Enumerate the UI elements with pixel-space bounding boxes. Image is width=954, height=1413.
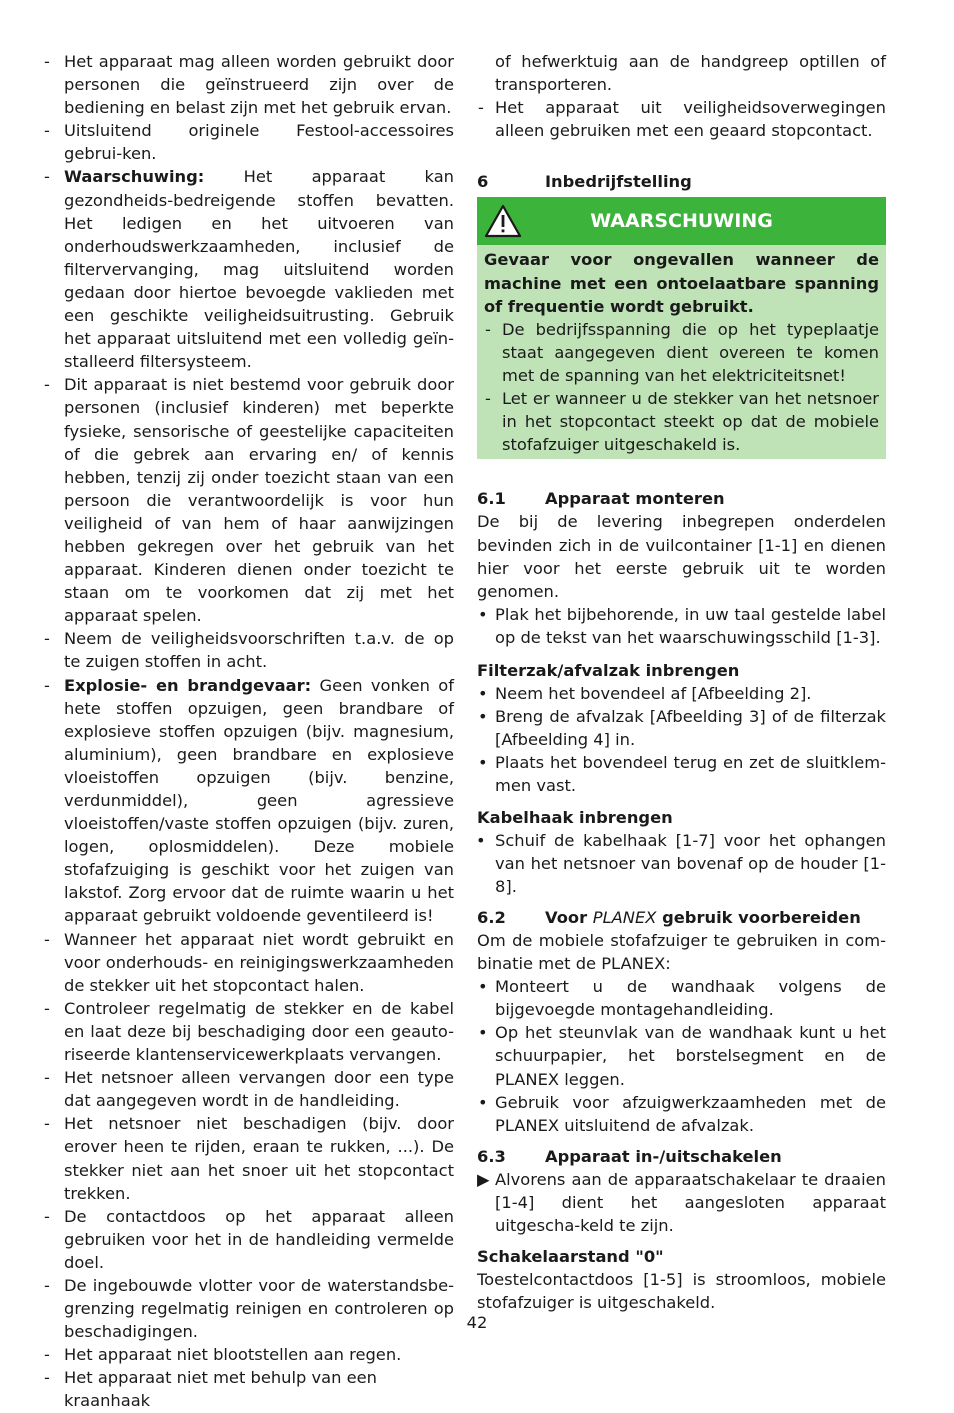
list-item: • Breng de afvalzak [Afbeelding 3] of de filterzak [Afbeelding 4] in. <box>478 707 886 750</box>
list-item: • Monteert u de wandhaak volgens de bijgevoegde montagehandleiding. <box>478 977 886 1020</box>
list-item: • Op het steunvlak van de wandhaak kunt u het schuurpapier, het borstelsegment en de PLANEX leggen. <box>478 1023 886 1089</box>
left-column <box>43 50 454 1413</box>
paragraph: Toestelcontactdoos [1-5] is stroomloos, mobiele stofafzuiger is uitgeschakeld. <box>477 1270 886 1313</box>
warning-header <box>477 197 886 245</box>
list-item: • Gebruik voor afzuigwerkzaamheden met de PLANEX uitsluitend de afvalzak. <box>478 1092 886 1135</box>
list-item: • Plaats het bovendeel terug en zet de sluitklem-men vast. <box>478 753 886 796</box>
list-item: • Schuif de kabelhaak [1-7] voor het ophangen van het netsnoer van bovenaf op de houder [1-8]. <box>476 830 886 896</box>
bullet-list <box>477 682 886 797</box>
subheading-filterzak: Filterzak/afvalzak inbrengen <box>477 660 740 680</box>
section-heading-6-1: 6.1 Apparaat monteren <box>477 489 725 509</box>
section-heading-6-2: 6.2 Voor PLANEX gebruik voorbereiden <box>477 907 861 927</box>
right-column <box>477 50 886 1315</box>
warning-list <box>484 318 879 457</box>
arrow-list <box>477 1168 886 1237</box>
list-item: - De ingebouwde vlotter voor de waterstandsbe-grenzing regelmatig reinigen en controleren op beschadigingen. <box>44 1275 454 1342</box>
safety-list <box>43 50 454 1413</box>
subheading-kabelhaak: Kabelhaak inbrengen <box>477 807 673 827</box>
list-item: - Wanneer het apparaat niet wordt gebruikt en voor onderhouds- en reinigingswerkzaamheden de stekker uit het stopcontact halen. <box>44 929 454 995</box>
section-heading-6: 6 Inbedrijfstelling <box>477 172 692 192</box>
bullet-list <box>477 975 886 1137</box>
paragraph: De bij de levering inbegrepen onderdelen bevinden zich in de vuilcontainer [1-1] en dienen hier voor het eerste gebruik uit te worden genomen. <box>477 512 886 601</box>
bullet-list <box>477 603 886 649</box>
list-item: - Dit apparaat is niet bestemd voor gebruik door personen (inclusief kinderen) met beperkte fysieke, sensorische of geestelijke capaciteiten of die gebrek aan ervaring en/ of kennis hebben, tenzij zij onder toezicht staan van een persoon die verantwoordelijk is voor hun veiligheid of van hem of haar aanwijzingen hebben gekregen over het gebruik van het apparaat. Kinderen dienen onder toezicht te staan om te voorkomen dat zij met het apparaat spelen. <box>44 375 454 626</box>
warning-title: WAARSCHUWING <box>590 209 773 232</box>
safety-list-continued <box>477 96 886 142</box>
bullet-list <box>477 829 886 898</box>
section-heading-6-3: 6.3 Apparaat in-/uitschakelen <box>477 1146 782 1166</box>
list-item: - Let er wanneer u de stekker van het netsnoer in het stopcontact steekt op dat de mobiele stofafzuiger uitgeschakeld is. <box>485 389 879 455</box>
list-item: - Het netsnoer alleen vervangen door een type dat aangegeven wordt in de handleiding. <box>44 1068 454 1111</box>
list-item: - Het apparaat niet met behulp van een kraanhaak <box>44 1368 377 1411</box>
warning-lead: Gevaar voor ongevallen wanneer de machine met een ontoelaatbare spanning of frequentie wordt gebruikt. <box>484 250 879 316</box>
list-item: - Het apparaat mag alleen worden gebruikt door personen die geïnstrueerd zijn over de bediening en belast zijn met het gebruik ervan. <box>44 52 454 118</box>
list-item: - Explosie- en brandgevaar: Geen vonken of hete stoffen opzuigen, geen brandbare of explosieve stoffen opzuigen (bijv. magnesium, aluminium), geen brandbare en explosieve vloeistoffen opzuigen (bijv. benzine, verdunmiddel), geen agressieve vloeistoffen/vaste stoffen opzuigen (bijv. zuren, logen, oplosmiddelen). Deze mobiele stofafzuiging is geschikt voor het zuigen van lakstof. Zorg ervoor dat de ruimte waarin u het apparaat gebruikt voldoende geventileerd is! <box>44 675 454 926</box>
list-item: • Neem het bovendeel af [Afbeelding 2]. <box>478 684 812 704</box>
list-item: ▶ Alvorens aan de apparaatschakelaar te draaien [1-4] dient het aangesloten apparaat uitgescha-keld te zijn. <box>477 1169 886 1236</box>
list-item: - De contactdoos op het apparaat alleen gebruiken voor het in de handleiding vermelde doel. <box>44 1206 454 1272</box>
subheading-schakelaarstand: Schakelaarstand "0" <box>477 1247 664 1267</box>
list-item: - Het apparaat niet blootstellen aan regen. <box>44 1345 402 1365</box>
list-item: - Controleer regelmatig de stekker en de kabel en laat deze bij beschadiging door een geauto-riseerde klantenservicewerkplaats vervangen. <box>44 998 454 1065</box>
list-item: • Plak het bijbehorende, in uw taal gestelde label op de tekst van het waarschuwingsschild [1-3]. <box>478 604 886 647</box>
paragraph: Om de mobiele stofafzuiger te gebruiken in com-binatie met de PLANEX: <box>477 931 886 974</box>
warning-triangle-icon <box>477 197 529 245</box>
list-item: - De bedrijfsspanning die op het typeplaatje staat aangegeven dient overeen te komen met de spanning van het elektriciteitsnet! <box>485 319 879 385</box>
list-item: - Het apparaat uit veiligheidsoverwegingen alleen gebruiken met een geaard stopcontact. <box>478 98 886 141</box>
warning-box <box>477 197 886 459</box>
list-item: - Neem de veiligheidsvoorschriften t.a.v. de op te zuigen stoffen in acht. <box>44 629 454 672</box>
list-item: - Uitsluitend originele Festool-accessoires gebrui-ken. <box>44 121 454 164</box>
play-arrow-icon: ▶ <box>477 1169 490 1189</box>
continued-text: of hefwerktuig aan de handgreep optillen of transporteren. <box>495 52 886 95</box>
page-number: 42 <box>466 1313 488 1332</box>
warning-body <box>477 245 886 459</box>
list-item: - Het netsnoer niet beschadigen (bijv. door erover heen te rijden, eraan te rukken, ...). De stekker niet aan het snoer uit het stopcontact trekken. <box>44 1114 454 1203</box>
list-item: - Waarschuwing: Het apparaat kan gezondheids-bedreigende stoffen bevatten. Het ledigen en het uitvoeren van onderhoudswerkzaamheden, inclusief de filtervervanging, mag uitsluitend worden gedaan door hiertoe bevoegde vaklieden met een geschikte veiligheidsuitrusting. Gebruik het apparaat uitsluitend met een volledig geïn-stalleerd filtersysteem. <box>44 167 454 372</box>
